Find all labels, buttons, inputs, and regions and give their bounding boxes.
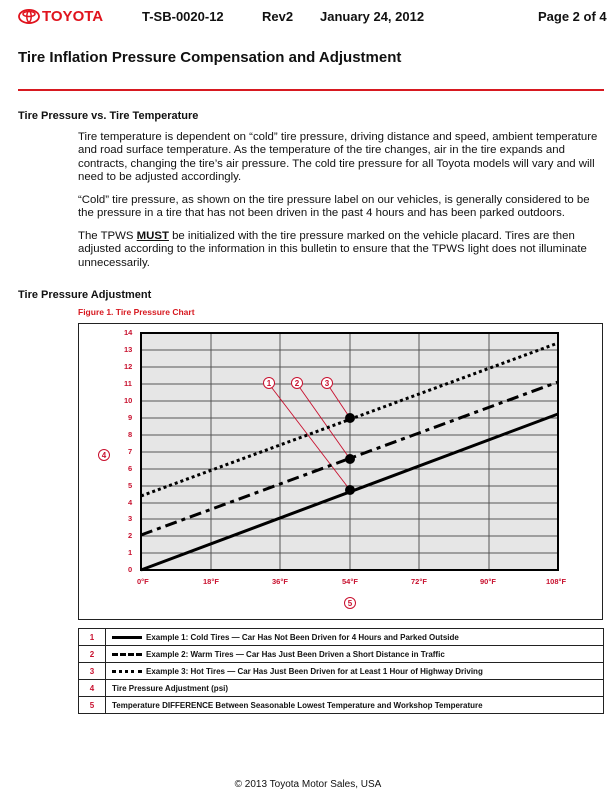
y-tick: 13 — [124, 345, 133, 354]
must-emphasis: MUST — [136, 230, 169, 242]
y-tick: 8 — [128, 430, 133, 439]
revision: Rev2 — [262, 9, 294, 24]
y-tick: 11 — [124, 379, 132, 388]
callout-1: 1 — [263, 377, 275, 389]
x-tick: 36°F — [272, 577, 288, 586]
paragraph-2: “Cold” tire pressure, as shown on the tire pressure label on our vehicles, is generally considered to be the pressure in a tire that has not been driven in the past 4 hours and has been parked outdoors. — [78, 194, 590, 220]
y-tick: 0 — [128, 565, 133, 574]
section-heading-adjustment: Tire Pressure Adjustment — [18, 289, 152, 301]
y-tick: 5 — [128, 481, 133, 490]
paragraph-3: The TPWS MUST be initialized with the tire pressure marked on the vehicle placard. Tires are then adjusted according to the information in this bulletin to ensure that the TPWS light does not illuminate unnecessarily. — [78, 230, 587, 269]
legend-row: 4 Tire Pressure Adjustment (psi) — [79, 680, 604, 697]
callout-5: 5 — [344, 597, 356, 609]
bulletin-id: T-SB-0020-12 — [142, 9, 224, 24]
legend-row: 5 Temperature DIFFERENCE Between Seasonable Lowest Temperature and Workshop Temperature — [79, 697, 604, 714]
logo-text: TOYOTA — [42, 8, 104, 25]
legend-row: 3 Example 3: Hot Tires — Car Has Just Been Driven for at Least 1 Hour of Highway Driving — [79, 663, 604, 680]
y-tick: 2 — [128, 531, 133, 540]
x-tick: 54°F — [342, 577, 358, 586]
legend-row: 2 Example 2: Warm Tires — Car Has Just Been Driven a Short Distance in Traffic — [79, 646, 604, 663]
dotted-line-swatch — [112, 670, 142, 673]
x-tick: 90°F — [480, 577, 496, 586]
copyright-footer: © 2013 Toyota Motor Sales, USA — [234, 779, 382, 790]
x-tick: 108°F — [546, 577, 567, 586]
section-heading-pressure-vs-temp: Tire Pressure vs. Tire Temperature — [18, 110, 199, 122]
y-tick: 1 — [128, 548, 133, 557]
solid-line-swatch — [112, 636, 142, 639]
y-tick: 3 — [128, 514, 133, 523]
callout-4: 4 — [98, 449, 110, 461]
y-tick: 12 — [124, 362, 133, 371]
dashdot-line-swatch — [112, 653, 142, 656]
x-tick: 72°F — [411, 577, 427, 586]
callout-3: 3 — [321, 377, 333, 389]
x-tick: 18°F — [203, 577, 219, 586]
y-tick: 9 — [128, 413, 133, 422]
figure-caption: Figure 1. Tire Pressure Chart — [78, 307, 195, 317]
y-tick: 6 — [128, 464, 133, 473]
x-tick: 0°F — [137, 577, 149, 586]
y-tick: 4 — [128, 498, 133, 507]
page-number: Page 2 of 4 — [538, 9, 607, 24]
callout-2: 2 — [291, 377, 303, 389]
bulletin-date: January 24, 2012 — [320, 9, 425, 24]
y-tick: 14 — [124, 328, 133, 337]
page-title: Tire Inflation Pressure Compensation and Adjustment — [18, 49, 402, 66]
y-tick: 10 — [124, 396, 133, 405]
legend-table — [78, 628, 604, 714]
y-tick: 7 — [128, 447, 133, 456]
paragraph-1: Tire temperature is dependent on “cold” tire pressure, driving distance and speed, ambient temperature and road surface temperature. As the temperature of the tire changes, air in the tire expands and contracts, changing the tire’s air pressure. The cold tire pressure for all Toyota models will vary and will need to be adjusted accordingly. — [78, 131, 598, 183]
legend-row: 1 Example 1: Cold Tires — Car Has Not Been Driven for 4 Hours and Parked Outside — [79, 629, 604, 646]
